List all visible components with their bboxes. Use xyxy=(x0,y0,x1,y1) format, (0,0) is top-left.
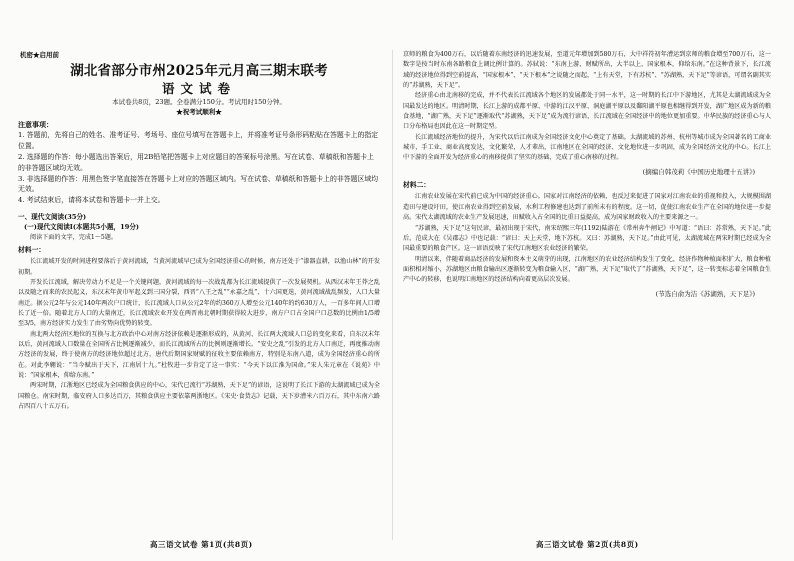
note-item: 3. 非选择题的作答：用黑色签字笔直接答在答题卡上对应的答题区域内。写在试卷、草稿纸和答题卡上的非答题区域均无效。 xyxy=(18,174,379,194)
source-citation-1: (摘编自韩茂莉《中国历史地理十五讲》) xyxy=(642,167,755,176)
note-item: 4. 考试结束后，请将本试卷和答题卡一并上交。 xyxy=(18,196,165,205)
secret-mark: 机密★启用前 xyxy=(20,51,59,59)
page-footer-right: 高三语文试卷 第2页(共8页) xyxy=(536,540,639,549)
notes-heading: 注意事项： xyxy=(18,120,53,130)
exam-title: 湖北省部分市州2025年元月高三期末联考 xyxy=(70,63,328,80)
material-one-label: 材料一： xyxy=(18,245,46,254)
body-paragraph: 长江流域开发的时间进程要落后于黄河流域，当黄河流域早已成为全国经济重心的时候，南方还处于“漆器直耕，以渔山林”的开发初期。 xyxy=(18,258,380,276)
note-item: 2. 选择题的作答：每小题选出答案后，用2B铅笔把答题卡上对应题目的答案标号涂黑。写在试卷、草稿纸和答题卡上的非答题区域均无效。 xyxy=(18,152,374,172)
body-paragraph: 京师的粮食为400万石，以后随着东南经济的迅速发展，至道元年增加到580万石，大中祥符初年漕运到京师的粮食增至700万石，这一数字是按当时东南各路粮食上调比例计算的。苏轼说：“东南上游，财赋所出，大半以上，国家根本，仰给东南。”在这种背景下，长江流域的经济地位得到空前提高，“国家根本”、“天下根本”之说随之而起，“上有天堂，下有苏杭”、“苏湖熟，天下足”等谚语，可谓名副其实的“苏湖熟，天下足”。 xyxy=(403,51,771,90)
body-paragraph: 开发长江流域，解决劳动力不足是一个关键问题，黄河流域的每一次战乱都为长江流域提供了一次发展契机。从西汉末年王莽之乱以及随之而来的农民起义，东汉末年黄巾军起义到三国分裂，西晋“八王之乱”“永嘉之乱”、十六国更迭，黄河流域战乱频发，人口大量南迁。据公元2年与公元140年两次户口统计，长江流域人口从公元2年的约360万人增至公元140年的约630万人，一百多年间人口增长了近一倍。随着北方人口的大量南迁，长江流域农业开发在两晋南北朝时期获得较大进步，南方户口占全国户口总数的比例由1/5增至3/5，南方经济实力发生了由劣势向优势的转变。 xyxy=(18,278,380,328)
page-footer-left: 高三语文试卷 第1页(共8页) xyxy=(150,540,253,549)
instruction: 阅读下面的文字，完成1～5题。 xyxy=(30,233,117,241)
source-citation-2: (节选自俞为洁《苏湖熟，天下足》) xyxy=(655,289,755,298)
body-paragraph: 经济重心由北南移的完成，并不代表长江流域各个地区的发展都处于同一水平，这一时期的长江中下游地区，尤其是太湖流域成为全国最发达的地区。明清时期，长江上游的成都平原、中游的江汉平原、洞庭湖平原以及鄱阳湖平原也相继得到开发，湖广地区成为新的粮食基地，“湖广熟，天下足”逐渐取代“苏湖熟，天下足”成为流行谚语，长江流域在全国经济中的地位更加重要。中华民族的经济重心与人口分布格局也因此在这一时期定型。 xyxy=(403,92,771,131)
subject-title: 语文试卷 xyxy=(161,81,236,97)
left-column xyxy=(18,50,380,545)
body-paragraph: 长江流域经济地位的提升，为宋代以后江南成为全国经济文化中心奠定了基础。太湖流域的苏州、杭州等城市成为全国著名的工商业城市，手工业、商业高度发达，文化繁荣，人才辈出，江南地区在全国的经济、文化地位进一步巩固，成为全国经济文化的中心。长江上中下游的全面开发为经济重心的南移提供了坚实的基础，完成了重心南移的过程。 xyxy=(403,133,771,162)
material-two-label: 材料二： xyxy=(403,181,431,190)
body-paragraph: “苏湖熟，天下足”这句民谚，最初出现于宋代，南宋绍熙三年(1192)陆游在《常州奔牛闸记》中写道：“语曰：苏常熟，天下足。”此后，范成大在《吴郡志》中也记载：“谚曰：天上天堂，地下苏杭。又曰：苏湖熟，天下足。”由此可见，太湖流域在两宋时期已经成为全国最重要的粮食产区。这一谚语反映了宋代江南地区农业经济的繁荣。 xyxy=(403,224,771,253)
exam-info: 本试卷共8页，23题。全卷满分150分。考试用时150分钟。 xyxy=(112,98,286,107)
exam-wish: ★祝考试顺利★ xyxy=(176,108,222,117)
body-paragraph: 南北两大经济区地位的互换与北方政治中心对南方经济依赖是逐渐形成的，从黄河、长江两大流域人口总的变化来看，自东汉末年以后，黄河流域人口数量在全国所占比例逐渐减少，而长江流域所占的比例则逐渐增长。“安史之乱”引发的北方人口南迁，再度推动南方经济的发展，终于使南方的经济地位超过北方，唐代后期国家财赋的征收主要依赖南方，特别是东南八道，成为全国经济重心的所在。对此李翱说：“当今赋出于天下，江南居十九。”杜牧进一步肯定了这一事实：“今天下以江淮为国命。”宋人朱元章在《说苑》中说：“国家根本，仰给东南。” xyxy=(18,330,380,380)
note-item: 1. 答题前，先将自己的姓名、准考证号、考场号、座位号填写在答题卡上，并将准考证号条形码粘贴在答题卡上的指定位置。 xyxy=(18,131,379,151)
body-paragraph: 江南农业发展在宋代前已成为中国的经济重心。国家对江南经济的依赖，也反过来促进了国家对江南农业的重视和投入，大规模围湖造田与建设圩田，使江南农业得到空前发展，水利工程修建也达到了前所未有的程度。这一切，促使江南农业生产在全国的地位进一步提高。宋代太湖流域的农业生产发展迅速，田赋收入占全国的比重日益提高，成为国家财政收入的主要来源之一。 xyxy=(403,193,771,222)
body-paragraph: 明清以来，伴随着商品经济的发展和资本主义萌芽的出现，江南地区的农业经济结构发生了变化，经济作物种植面积扩大，粮食种植面积相对缩小，苏湖地区由粮食输出区逐渐转变为粮食输入区，“湖广熟，天下足”取代了“苏湖熟，天下足”，这一转变标志着全国粮食生产中心的转移，也说明江南地区的经济结构向着更高层次发展。 xyxy=(403,255,771,284)
body-paragraph: 两宋时期，江浙地区已经成为全国粮食供应的中心，宋代已流行“苏湖熟，天下足”的谚语，这说明了长江下游的太湖流域已成为全国粮仓。南宋时期，临安府人口多达百万，其粮食供应主要依靠两浙地区。《宋史·食货志》记载，天下岁漕米六百万石，其中东南六路占四百八十五万石。 xyxy=(18,382,380,411)
right-column xyxy=(403,50,771,545)
subsection-heading: (一)现代文阅读Ⅰ(本题共5小题，19分) xyxy=(24,223,140,232)
column-divider xyxy=(392,50,393,540)
section-heading: 一、现代文阅读(35分) xyxy=(18,212,87,221)
